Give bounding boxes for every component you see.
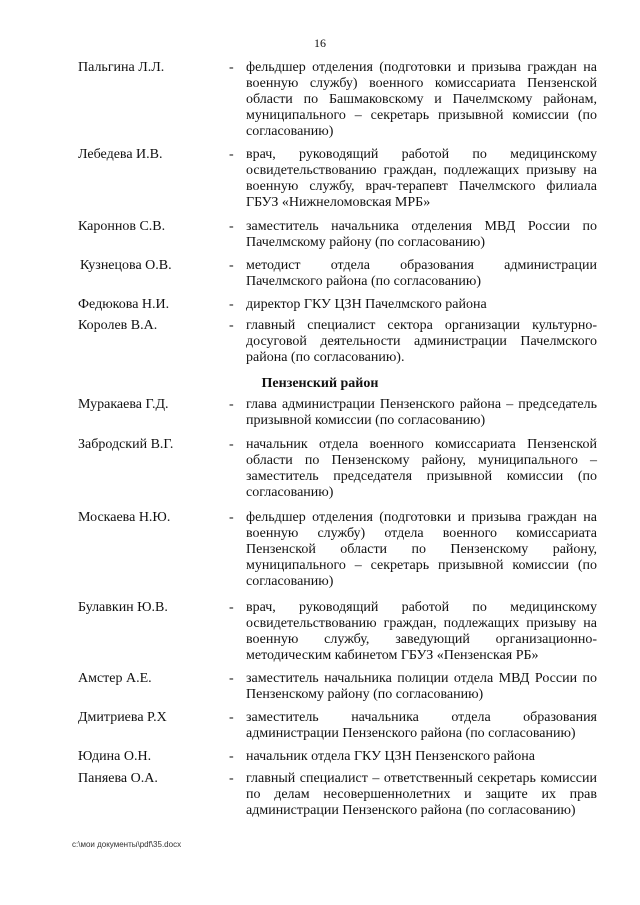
member-position: главный специалист сектора организации культурно-досуговой деятельности администрации Пачелмского района (по согласованию). <box>246 318 597 365</box>
member-position: заместитель начальника отдела образования администрации Пензенского района (по согласованию) <box>246 710 597 741</box>
section-heading: Пензенский район <box>261 376 379 391</box>
member-position: врач, руководящий работой по медицинскому освидетельствованию граждан, подлежащих призыву на военную службу, заведующий организационно-методическим кабинетом ГБУЗ «Пензенская РБ» <box>246 600 597 663</box>
dash: - <box>229 60 234 75</box>
dash: - <box>229 771 234 786</box>
member-name: Пальгина Л.Л. <box>78 60 165 75</box>
dash: - <box>229 710 234 725</box>
dash: - <box>229 510 234 525</box>
dash: - <box>229 258 234 273</box>
member-name: Булавкин Ю.В. <box>78 600 168 615</box>
member-name: Забродский В.Г. <box>78 437 174 452</box>
file-path-footer: c:\мои документы\pdf\35.docx <box>72 840 182 849</box>
member-name: Королев В.А. <box>78 318 158 333</box>
member-name: Амстер А.Е. <box>78 671 152 686</box>
member-position: фельдшер отделения (подготовки и призыва граждан на военную службу) отдела военного комиссариата Пензенской области по Пензенскому району, муниципального – секретарь призывной комиссии (по согласованию) <box>246 510 597 589</box>
member-name: Федюкова Н.И. <box>78 297 170 312</box>
dash: - <box>229 749 234 764</box>
member-position: главный специалист – ответственный секретарь комиссии по делам несовершеннолетних и защите их прав администрации Пензенского района (по согласованию) <box>246 771 597 818</box>
member-name: Москаева Н.Ю. <box>78 510 171 525</box>
member-name: Лебедева И.В. <box>78 147 163 162</box>
commission-list <box>0 60 640 818</box>
member-name: Кароннов С.В. <box>78 219 166 234</box>
member-position: глава администрации Пензенского района – председатель призывной комиссии (по согласованию) <box>246 397 597 428</box>
dash: - <box>229 437 234 452</box>
member-position: методист отдела образования администрации Пачелмского района (по согласованию) <box>246 258 597 289</box>
dash: - <box>229 219 234 234</box>
dash: - <box>229 600 234 615</box>
dash: - <box>229 318 234 333</box>
member-name: Юдина О.Н. <box>78 749 152 764</box>
member-position: фельдшер отделения (подготовки и призыва граждан на военную службу) военного комиссариата Пензенской области по Башмаковскому и Пачелмскому районам, муниципального – секретарь призывной комиссии (по согласованию) <box>246 60 597 139</box>
page-number: 16 <box>314 36 326 50</box>
dash: - <box>229 147 234 162</box>
member-position: врач, руководящий работой по медицинскому освидетельствованию граждан, подлежащих призыву на военную службу, врач-терапевт Пачелмского филиала ГБУЗ «Нижнеломовская МРБ» <box>246 147 597 210</box>
member-position: начальник отдела военного комиссариата Пензенской области по Пензенскому району, муниципального – заместитель председателя призывной комиссии (по согласованию) <box>246 437 597 500</box>
member-name: Дмитриева Р.Х <box>78 710 167 725</box>
list-item <box>0 60 640 142</box>
member-name: Кузнецова О.В. <box>80 258 172 273</box>
member-position: директор ГКУ ЦЗН Пачелмского района <box>246 297 487 312</box>
member-name: Паняева О.А. <box>78 771 158 786</box>
member-name: Муракаева Г.Д. <box>78 397 169 412</box>
dash: - <box>229 397 234 412</box>
member-position: заместитель начальника отделения МВД России по Пачелмскому району (по согласованию) <box>246 219 597 250</box>
dash: - <box>229 671 234 686</box>
member-position: заместитель начальника полиции отдела МВД России по Пензенскому району (по согласованию) <box>246 671 597 702</box>
dash: - <box>229 297 234 312</box>
member-position: начальник отдела ГКУ ЦЗН Пензенского района <box>246 749 535 764</box>
